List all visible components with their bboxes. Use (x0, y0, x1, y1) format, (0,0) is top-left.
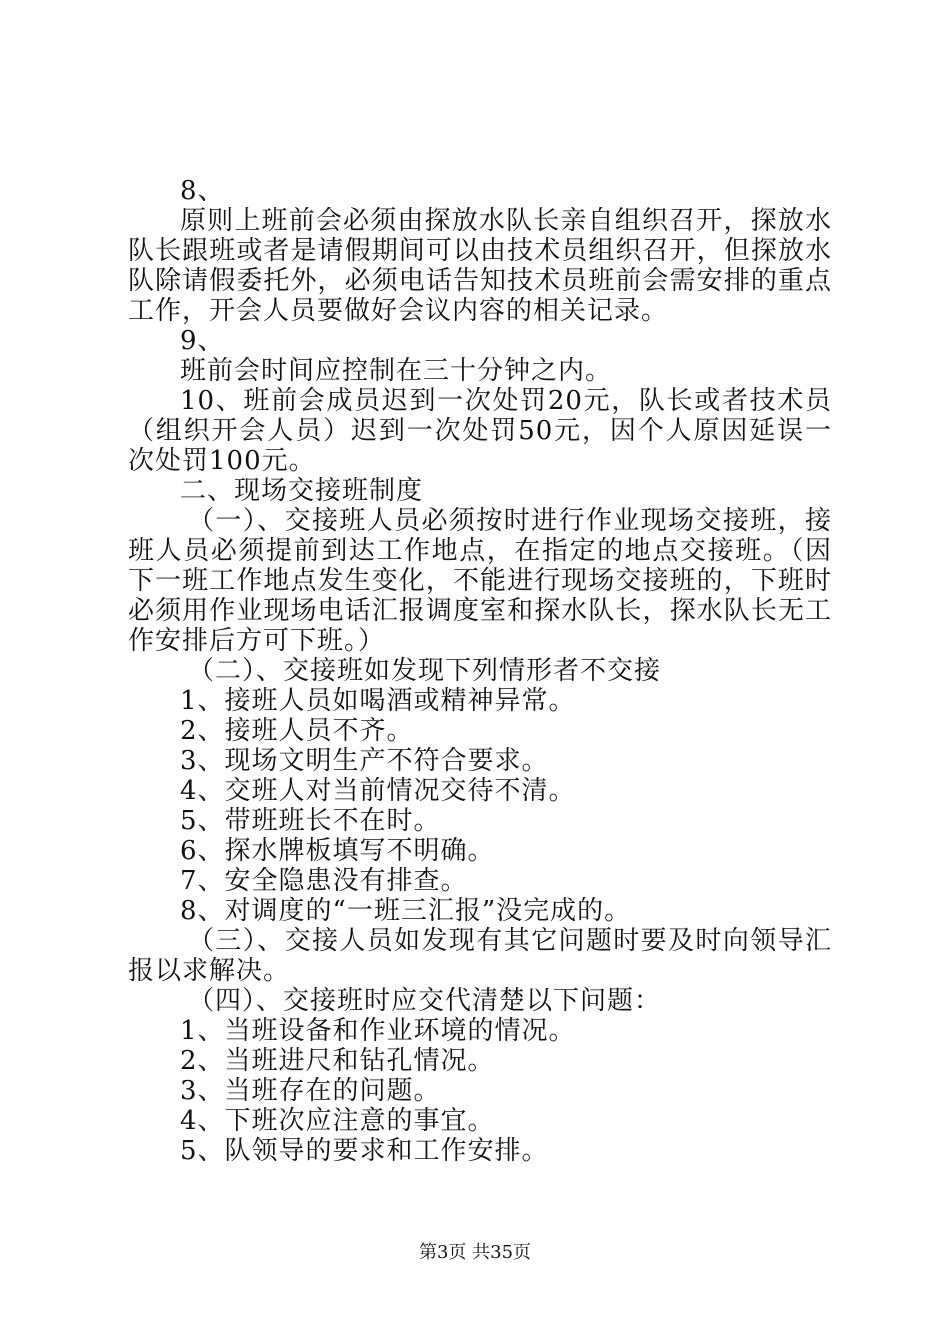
list-item: 6、探水牌板填写不明确。 (180, 836, 495, 866)
paragraph: 原则上班前会必须由探放水队长亲自组织召开，探放水队长跟班或者是请假期间可以由技术员组织召开，但探放水队除请假委托外，必须电话告知技术员班前会需安排的重点工作，开会人员要做好会议内容的相关记录。 (128, 206, 832, 326)
paragraph: （三）、交接人员如发现有其它问题时要及时向领导汇报以求解决。 (128, 926, 832, 986)
page-footer: 第3页 共35页 (418, 1242, 532, 1263)
list-item: 7、安全隐患没有排查。 (180, 866, 468, 896)
list-item: 5、带班班长不在时。 (180, 806, 441, 836)
list-item: 3、现场文明生产不符合要求。 (180, 746, 549, 776)
list-item: 2、接班人员不齐。 (180, 716, 414, 746)
list-item: 4、下班次应注意的事宜。 (180, 1106, 495, 1136)
list-item: 1、当班设备和作业环境的情况。 (180, 1016, 576, 1046)
paragraph: 10、班前会成员迟到一次处罚20元，队长或者技术员（组织开会人员）迟到一次处罚50元，因个人原因延误一次处罚100元。 (128, 386, 832, 476)
list-item: 1、接班人员如喝酒或精神异常。 (180, 686, 576, 716)
document-body (128, 176, 832, 1166)
subsection-heading: （四）、交接班时应交代清楚以下问题： (188, 986, 662, 1016)
paragraph: 班前会时间应控制在三十分钟之内。 (180, 356, 613, 386)
list-item: 2、当班进尺和钻孔情况。 (180, 1046, 495, 1076)
list-item: 5、队领导的要求和工作安排。 (180, 1136, 549, 1166)
list-item: 8、对调度的“一班三汇报”没完成的。 (180, 896, 632, 926)
section-heading: 二、现场交接班制度 (180, 476, 424, 506)
list-item: 4、交班人对当前情况交待不清。 (180, 776, 576, 806)
paragraph: 8、 (180, 176, 225, 206)
list-item: 3、当班存在的问题。 (180, 1076, 441, 1106)
subsection-heading: （二）、交接班如发现下列情形者不交接 (188, 656, 662, 686)
paragraph: 9、 (180, 326, 225, 356)
paragraph: （一）、交接班人员必须按时进行作业现场交接班，接班人员必须提前到达工作地点，在指定的地点交接班。（因下一班工作地点发生变化，不能进行现场交接班的，下班时必须用作业现场电话汇报调度室和探水队长，探水队长无工作安排后方可下班。） (128, 506, 832, 656)
